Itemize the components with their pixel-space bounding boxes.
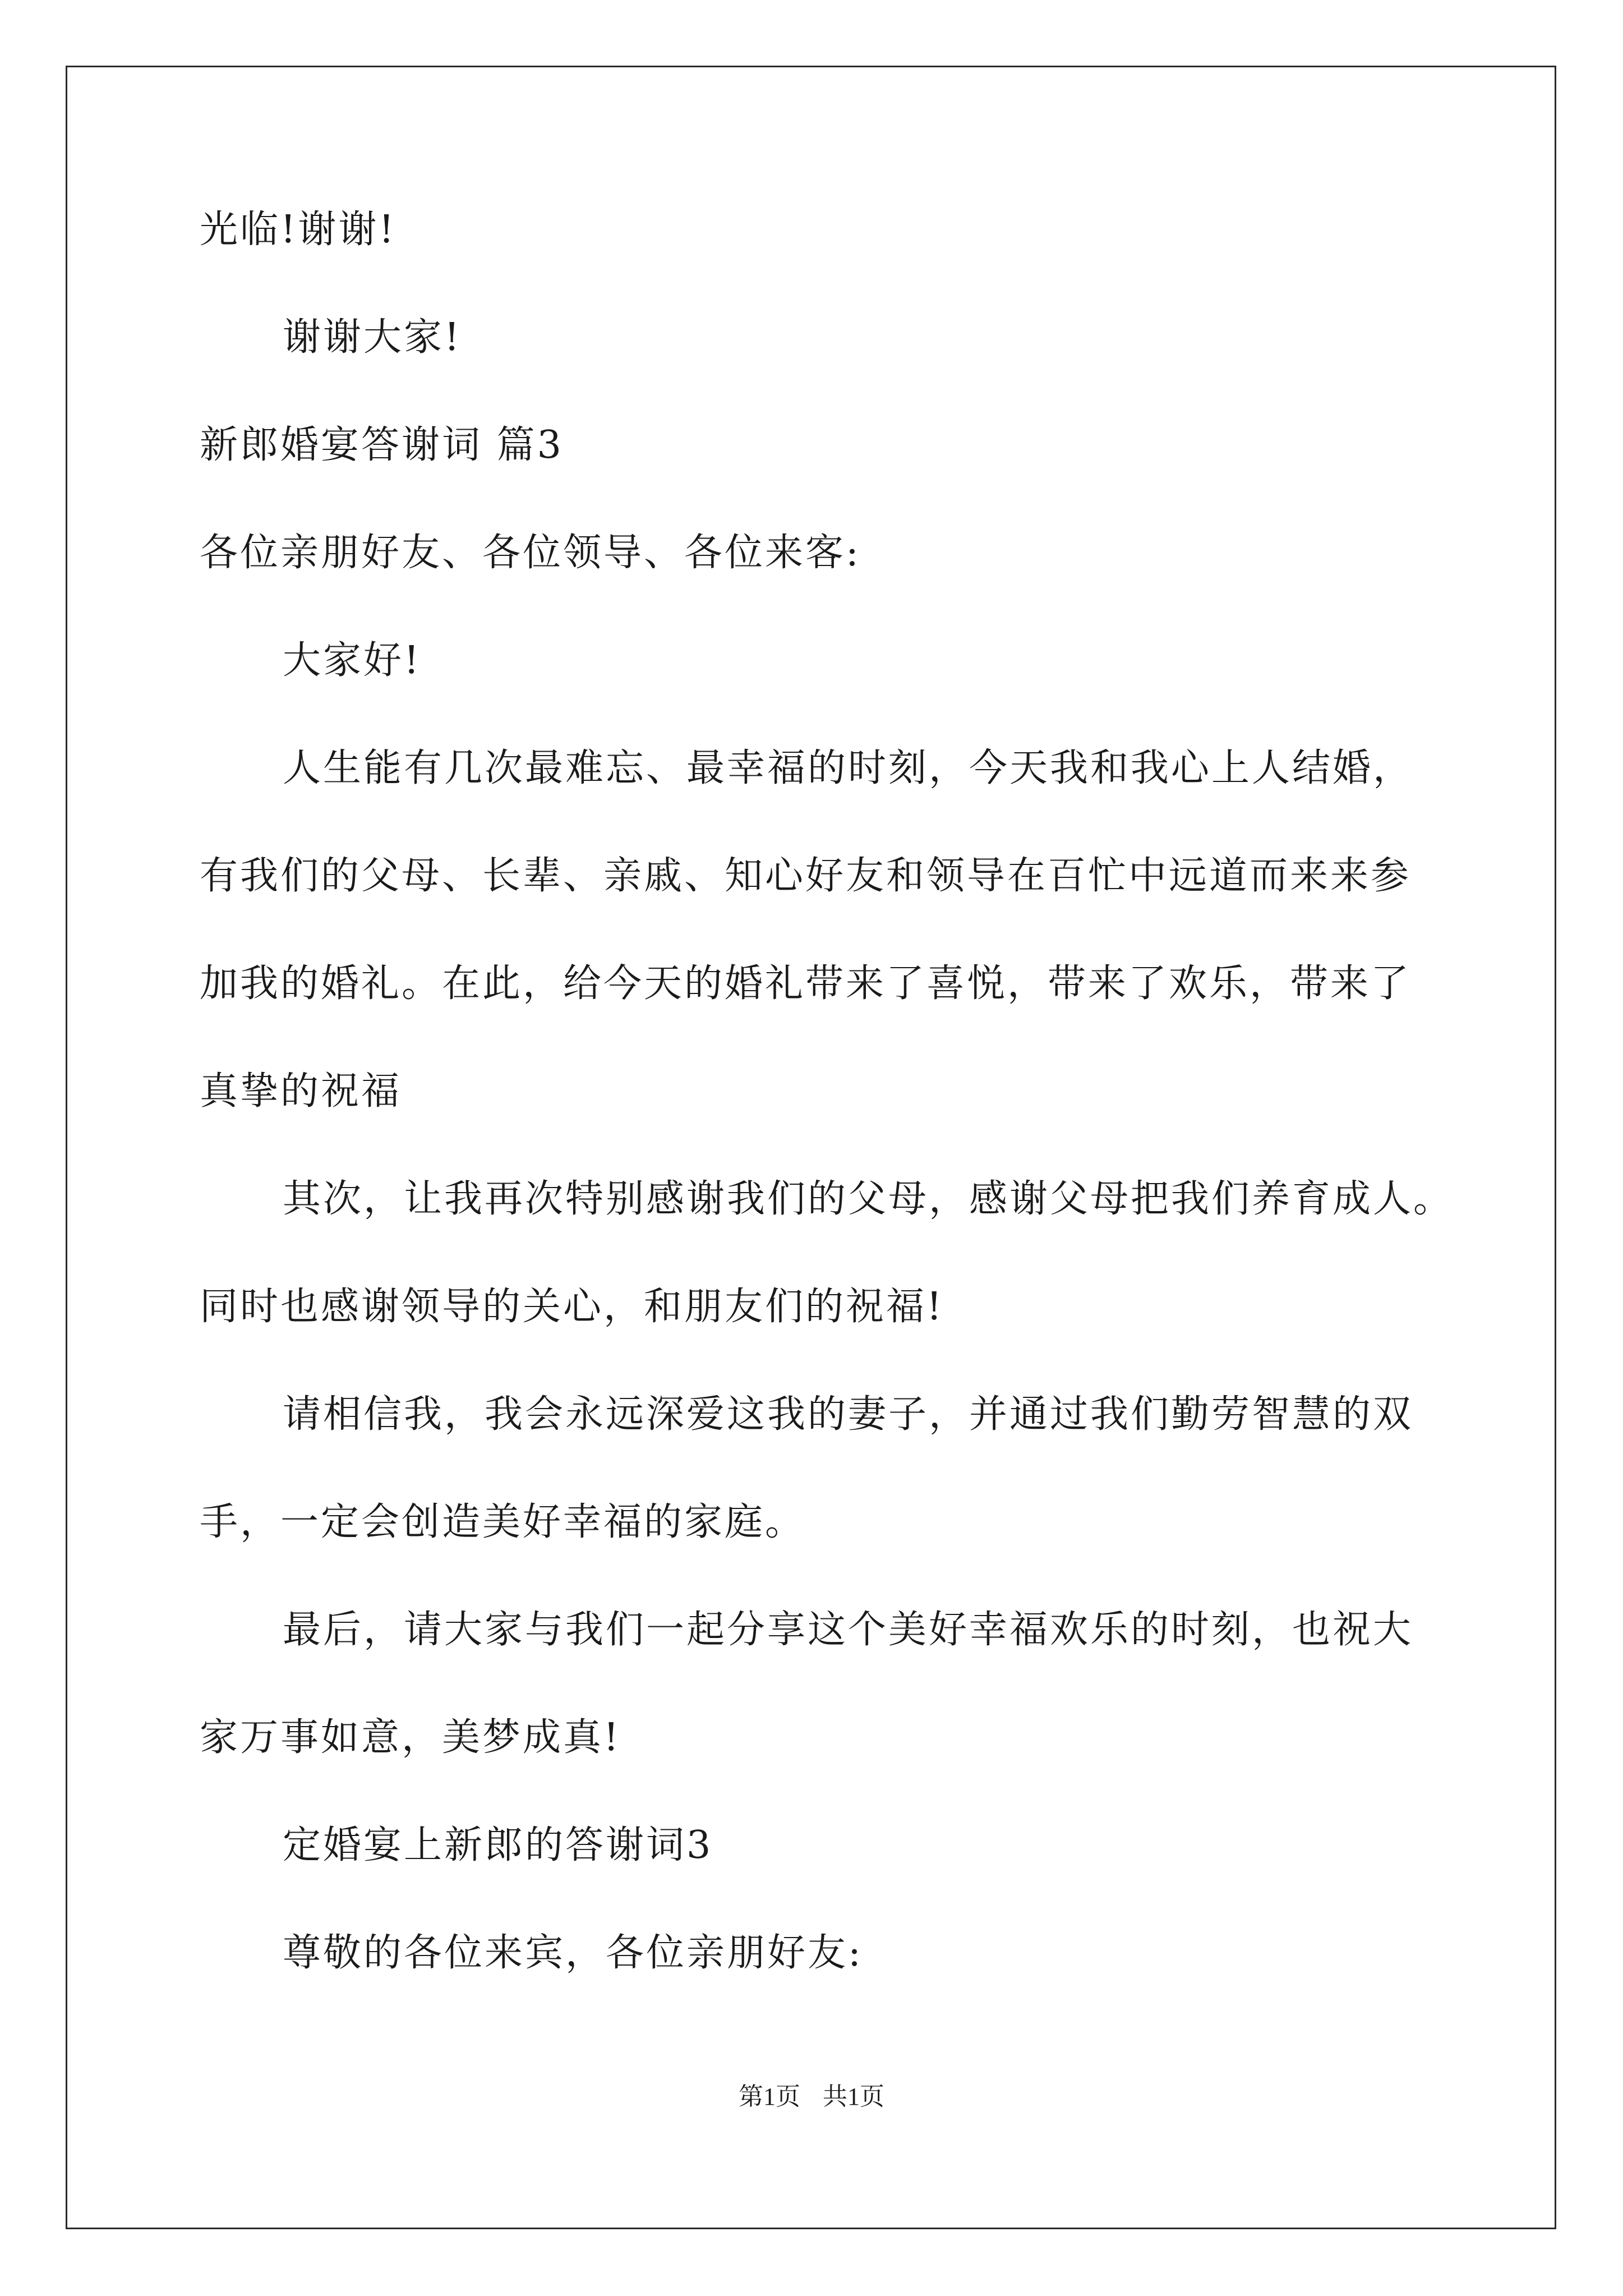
paragraph-line: 同时也感谢领导的关心，和朋友们的祝福! <box>200 1285 944 1329</box>
paragraph-line: 有我们的父母、长辈、亲戚、知心好友和领导在百忙中远道而来来参 <box>200 854 1412 898</box>
salutation: 尊敬的各位来宾，各位亲朋好友: <box>283 1931 863 1975</box>
paragraph-line: 手，一定会创造美好幸福的家庭。 <box>200 1500 806 1544</box>
paragraph-line: 其次，让我再次特别感谢我们的父母，感谢父母把我们养育成人。 <box>283 1177 1454 1221</box>
page-border <box>66 66 1556 2229</box>
section-heading: 定婚宴上新郎的答谢词3 <box>283 1823 713 1867</box>
paragraph-line: 请相信我，我会永远深爱这我的妻子，并通过我们勤劳智慧的双 <box>283 1392 1414 1437</box>
page-total: 共1页 <box>823 2083 884 2110</box>
paragraph-line: 人生能有几次最难忘、最幸福的时刻，今天我和我心上人结婚， <box>283 746 1414 790</box>
section-heading: 新郎婚宴答谢词 篇3 <box>200 423 564 467</box>
paragraph-line: 家万事如意，美梦成真! <box>200 1715 621 1760</box>
text-line: 谢谢大家! <box>283 315 462 360</box>
text-line: 光临!谢谢! <box>200 208 396 252</box>
paragraph-line: 加我的婚礼。在此，给今天的婚礼带来了喜悦，带来了欢乐，带来了 <box>200 961 1412 1006</box>
paragraph-line: 真挚的祝福 <box>200 1069 402 1114</box>
text-line: 大家好! <box>283 638 422 683</box>
page-footer <box>0 2080 1623 2114</box>
paragraph-line: 最后，请大家与我们一起分享这个美好幸福欢乐的时刻，也祝大 <box>283 1608 1414 1652</box>
salutation: 各位亲朋好友、各位领导、各位来客: <box>200 531 861 575</box>
page-number: 第1页 <box>739 2083 800 2110</box>
